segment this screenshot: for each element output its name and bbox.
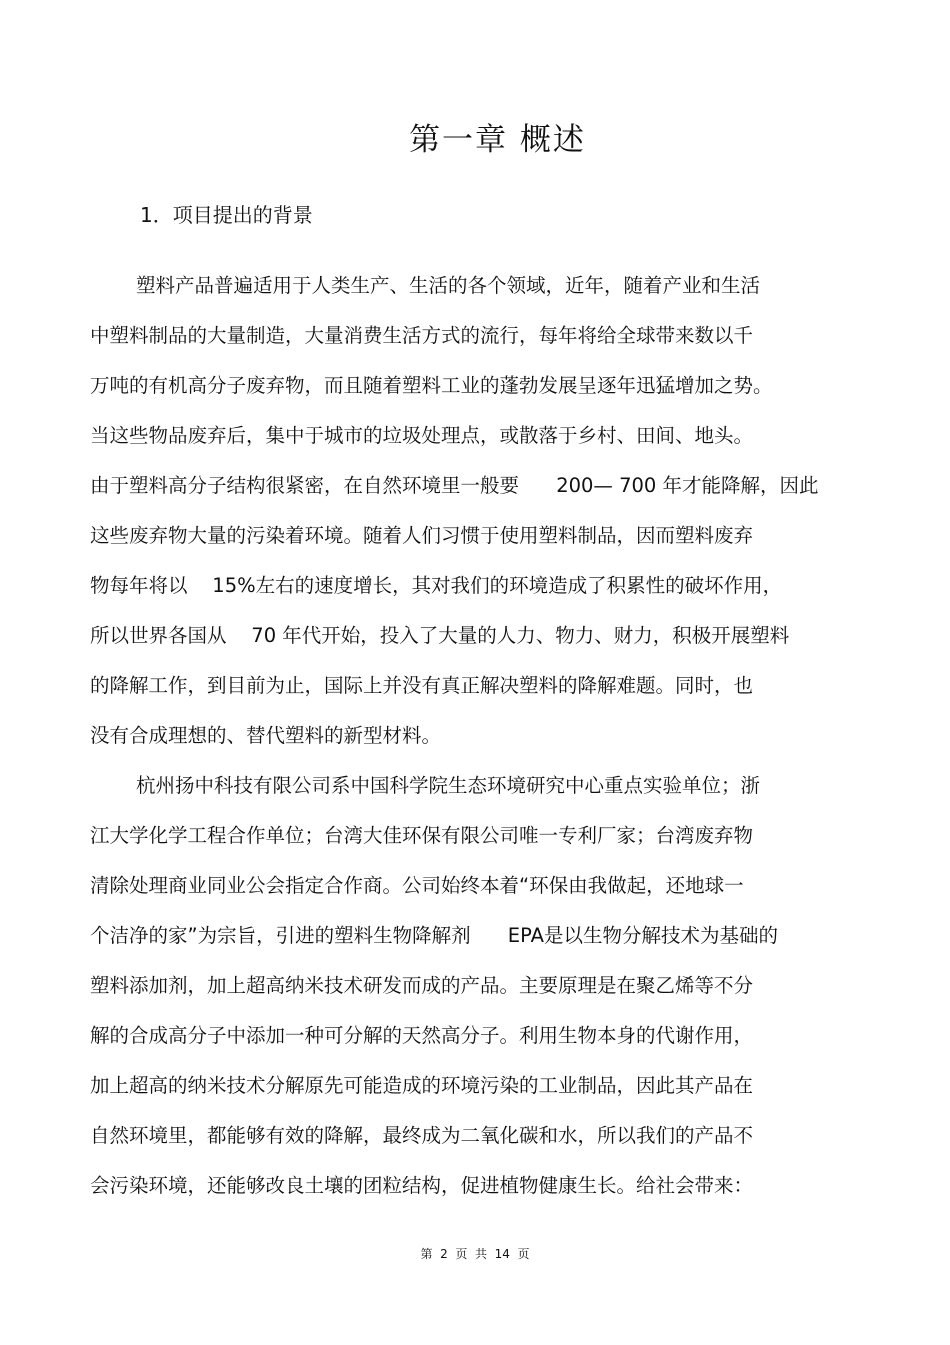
paragraph-line: 物每年将以 15%左右的速度增长，其对我们的环境造成了积累性的破坏作用， — [90, 574, 783, 597]
paragraph-line: 江大学化学工程合作单位；台湾大佳环保有限公司唯一专利厂家；台湾废弃物 — [90, 824, 754, 847]
paragraph-line: 清除处理商业同业公会指定合作商。公司始终本着“环保由我做起，还地球一 — [90, 874, 744, 897]
paragraph-line: 个洁净的家”为宗旨，引进的塑料生物降解剂 EPA是以生物分解技术为基础的 — [90, 924, 778, 947]
paragraph-line: 塑料产品普遍适用于人类生产、生活的各个领域，近年，随着产业和生活 — [136, 274, 761, 297]
paragraph-line: 自然环境里，都能够有效的降解，最终成为二氧化碳和水，所以我们的产品不 — [90, 1124, 754, 1147]
chapter-title: 第一章 概述 — [409, 122, 586, 158]
section-heading: 1．项目提出的背景 — [140, 203, 313, 227]
paragraph-line: 这些废弃物大量的污染着环境。随着人们习惯于使用塑料制品，因而塑料废弃 — [90, 524, 754, 547]
paragraph-line: 由于塑料高分子结构很紧密，在自然环境里一般要 200— 700 年才能降解，因此 — [90, 474, 819, 497]
paragraph-line: 所以世界各国从 70 年代开始，投入了大量的人力、物力、财力，积极开展塑料 — [90, 624, 790, 647]
paragraph-line: 万吨的有机高分子废弃物，而且随着塑料工业的蓬勃发展呈逐年迅猛增加之势。 — [90, 374, 773, 397]
page-footer: 第 2 页 共 14 页 — [420, 1247, 530, 1261]
paragraph-line: 的降解工作，到目前为止，国际上并没有真正解决塑料的降解难题。同时，也 — [90, 674, 754, 697]
paragraph-line: 没有合成理想的、替代塑料的新型材料。 — [90, 724, 442, 747]
paragraph-line: 解的合成高分子中添加一种可分解的天然高分子。利用生物本身的代谢作用， — [90, 1024, 754, 1047]
paragraph-line: 杭州扬中科技有限公司系中国科学院生态环境研究中心重点实验单位；浙 — [136, 774, 761, 797]
paragraph-line: 中塑料制品的大量制造，大量消费生活方式的流行，每年将给全球带来数以千 — [90, 324, 754, 347]
paragraph-line: 当这些物品废弃后，集中于城市的垃圾处理点，或散落于乡村、田间、地头。 — [90, 424, 754, 447]
paragraph-line: 塑料添加剂，加上超高纳米技术研发而成的产品。主要原理是在聚乙烯等不分 — [90, 974, 754, 997]
paragraph-line: 会污染环境，还能够改良土壤的团粒结构，促进植物健康生长。给社会带来： — [90, 1174, 754, 1197]
paragraph-line: 加上超高的纳米技术分解原先可能造成的环境污染的工业制品，因此其产品在 — [90, 1074, 754, 1097]
